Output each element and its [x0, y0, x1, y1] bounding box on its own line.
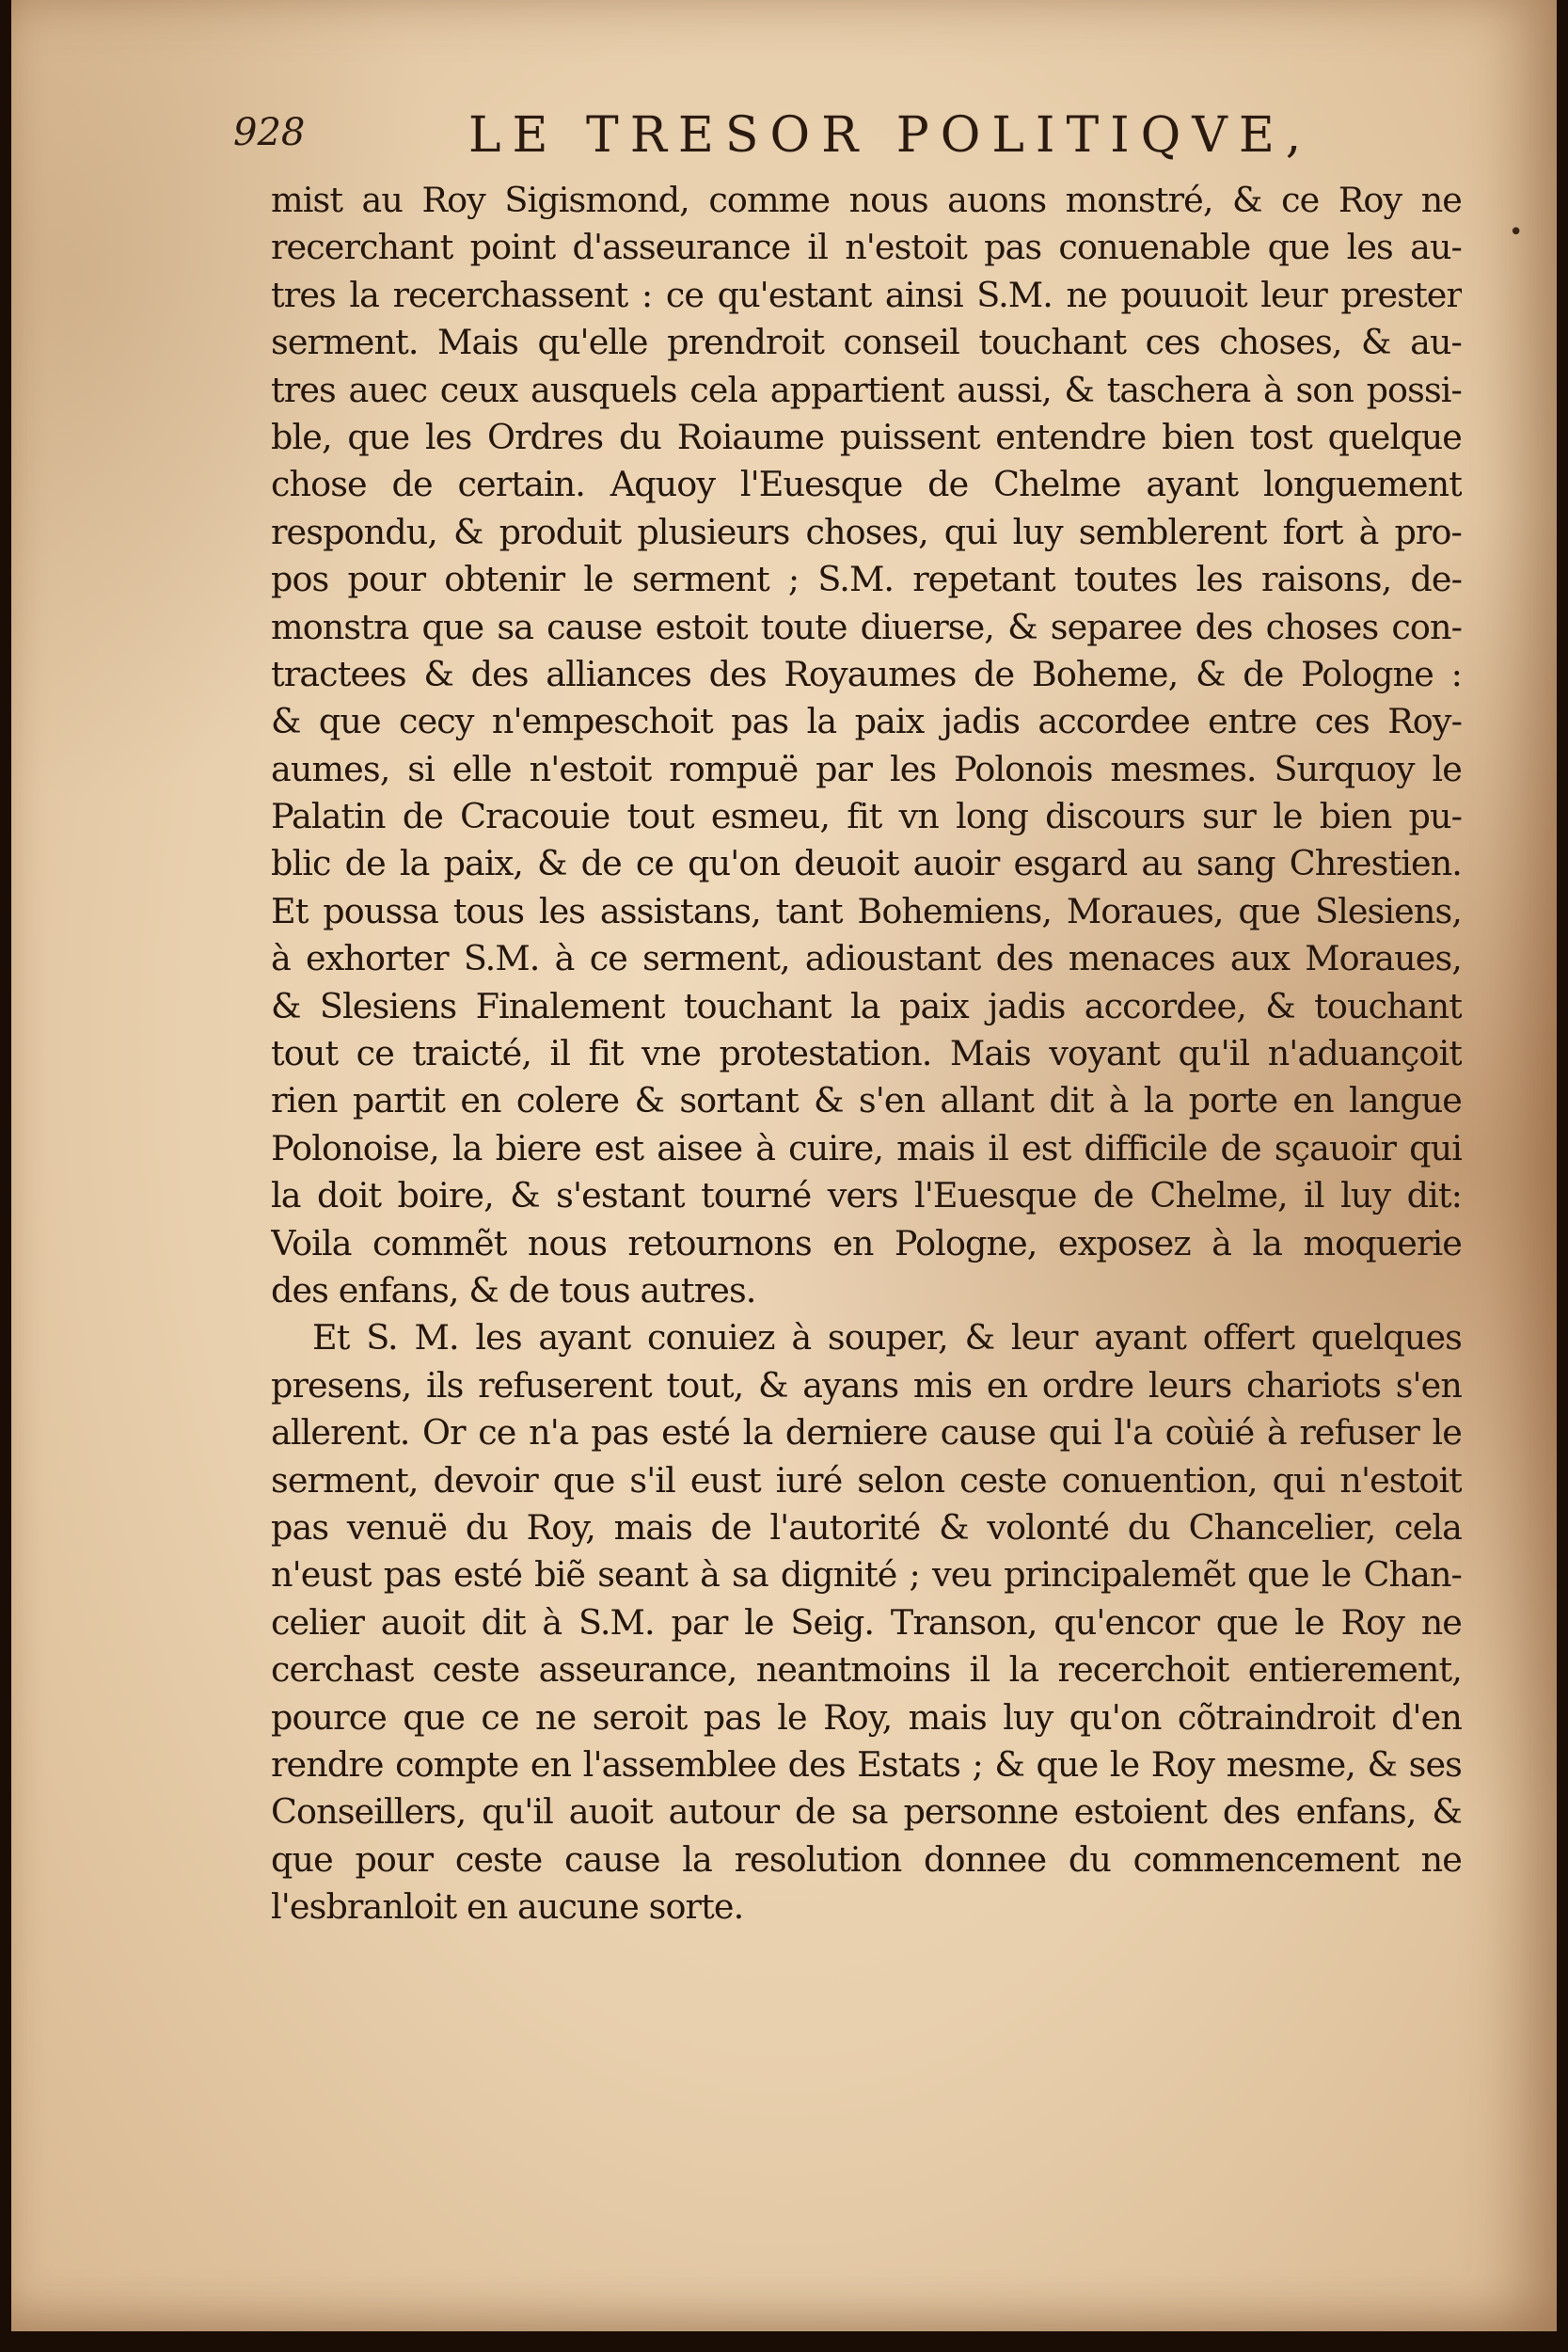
text-line: à exhorter S.M. à ce serment, adioustant des menaces aux Moraues,	[271, 938, 1462, 979]
text-line: pas venuë du Roy, mais de l'autorité & volonté du Chancelier, cela	[271, 1506, 1462, 1548]
text-line: celier auoit dit à S.M. par le Seig. Transon, qu'encor que le Roy ne	[271, 1601, 1462, 1643]
text-line: chose de certain. Aquoy l'Euesque de Chelme ayant longuement	[271, 464, 1462, 505]
text-line: allerent. Or ce n'a pas esté la derniere cause qui l'a coùié à refuser le	[271, 1412, 1462, 1454]
text-line: la doit boire, & s'estant tourné vers l'Euesque de Chelme, il luy dit:	[271, 1175, 1462, 1216]
text-line: serment, devoir que s'il eust iuré selon ceste conuention, qui n'estoit	[271, 1459, 1462, 1501]
text-line: mist au Roy Sigismond, comme nous auons monstré, & ce Roy ne	[271, 180, 1462, 220]
text-line: Et S. M. les ayant conuiez à souper, & leur ayant offert quelques	[312, 1317, 1462, 1359]
text-line: rien partit en colere & sortant & s'en allant dit à la porte en langue	[271, 1080, 1462, 1121]
text-line: l'esbranloit en aucune sorte.	[271, 1886, 744, 1928]
text-line: tres la recerchassent : ce qu'estant ainsi S.M. ne pouuoit leur prester	[271, 274, 1462, 315]
text-line: & Slesiens Finalement touchant la paix jadis accordee, & touchant	[271, 985, 1462, 1026]
text-line: Palatin de Cracouie tout esmeu, fit vn long discours sur le bien pu-	[271, 796, 1462, 837]
text-line: monstra que sa cause estoit toute diuerse, & separee des choses con-	[271, 606, 1462, 647]
text-line: tout ce traicté, il fit vne protestation. Mais voyant qu'il n'aduançoit	[271, 1033, 1462, 1074]
text-line: presens, ils refuserent tout, & ayans mis en ordre leurs chariots s'en	[271, 1364, 1462, 1406]
text-line: Voila commẽt nous retournons en Pologne, exposez à la moquerie	[271, 1222, 1462, 1263]
text-line: serment. Mais qu'elle prendroit conseil touchant ces choses, & au-	[271, 322, 1462, 363]
text-line: pos pour obtenir le serment ; S.M. repetant toutes les raisons, de-	[271, 559, 1462, 600]
text-line: respondu, & produit plusieurs choses, qui luy semblerent fort à pro-	[271, 511, 1462, 552]
text-line: rendre compte en l'assemblee des Estats ; & que le Roy mesme, & ses	[271, 1743, 1462, 1785]
text-line: des enfans, & de tous autres.	[271, 1269, 756, 1311]
text-line: aumes, si elle n'estoit rompuë par les Polonois mesmes. Surquoy le	[271, 748, 1462, 789]
text-line: Polonoise, la biere est aisee à cuire, mais il est difficile de sçauoir qui	[271, 1127, 1462, 1168]
book-page	[11, 0, 1557, 2331]
text-line: cerchast ceste asseurance, neantmoins il la recerchoit entierement,	[271, 1649, 1462, 1691]
body-text	[271, 177, 1462, 1931]
text-line: pource que ce ne seroit pas le Roy, mais luy qu'on cõtraindroit d'en	[271, 1696, 1462, 1738]
text-line: tractees & des alliances des Royaumes de Boheme, & de Pologne :	[271, 653, 1462, 694]
text-line: & que cecy n'empeschoit pas la paix jadis accordee entre ces Roy-	[271, 701, 1462, 742]
running-title: LE TRESOR POLITIQVE,	[468, 107, 1313, 164]
text-line: recerchant point d'asseurance il n'estoit pas conuenable que les au-	[271, 227, 1462, 268]
text-line: n'eust pas esté biẽ seant à sa dignité ; veu principalemẽt que le Chan-	[271, 1554, 1462, 1596]
text-line: Conseillers, qu'il auoit autour de sa personne estoient des enfans, &	[271, 1791, 1462, 1833]
ink-speck: •	[1509, 218, 1524, 246]
text-line: tres auec ceux ausquels cela appartient aussi, & taschera à son possi-	[271, 369, 1462, 410]
text-line: ble, que les Ordres du Roiaume puissent entendre bien tost quelque	[271, 416, 1462, 457]
text-line: Et poussa tous les assistans, tant Bohemiens, Moraues, que Slesiens,	[271, 890, 1462, 931]
text-line: blic de la paix, & de ce qu'on deuoit auoir esgard au sang Chrestien.	[271, 843, 1462, 884]
text-line: que pour ceste cause la resolution donnee du commencement ne	[271, 1838, 1462, 1880]
running-head	[224, 105, 1465, 171]
page-number: 928	[233, 111, 306, 154]
